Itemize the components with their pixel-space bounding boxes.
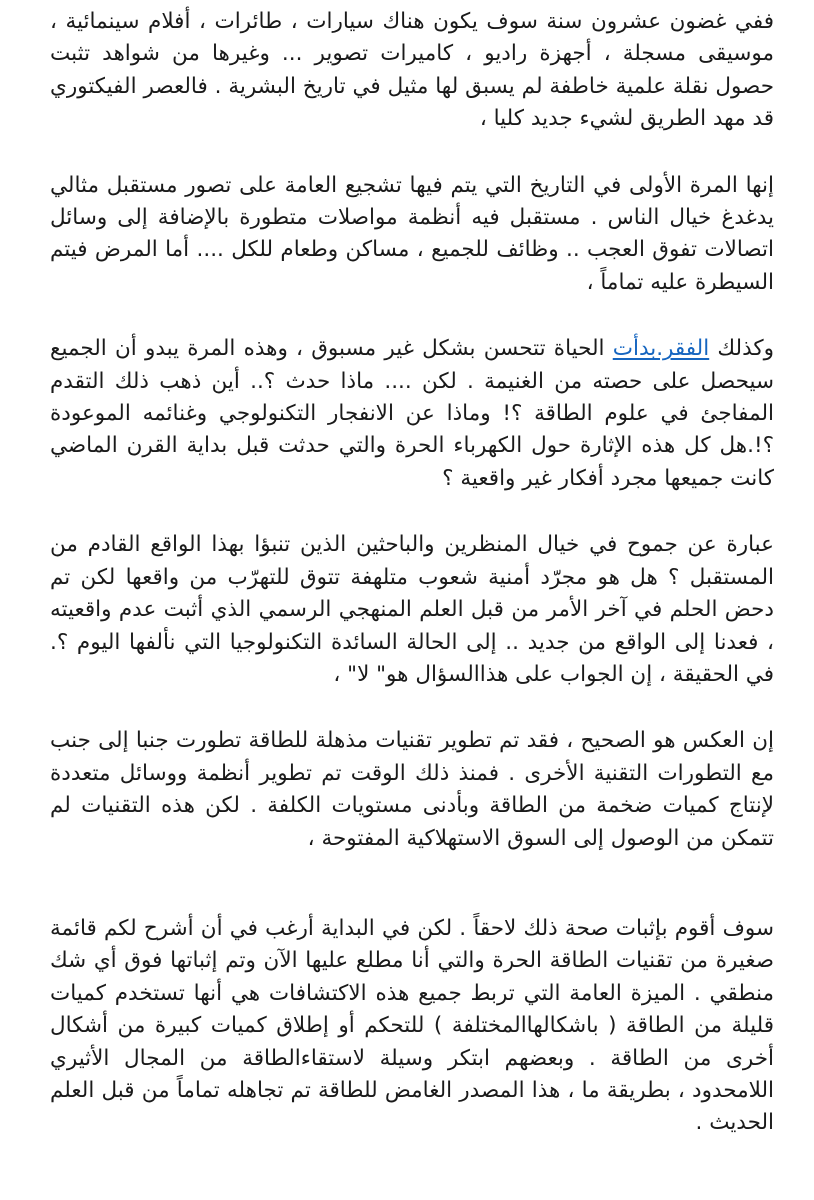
- paragraph-spacer: [50, 299, 774, 333]
- paragraph-3: [50, 333, 774, 495]
- paragraph-3-body: الحياة تتحسن بشكل غير مسبوق ، وهذه المرة يبدو أن الجميع سيحصل على حصته من الغنيمة . لكن .... ماذا حدث ؟.. أين ذهب ذلك التقدم المفاجئ في علوم الطاقة ؟! وماذا عن الانفجار التكنولوجي وغنائمه الموعودة ؟!.هل كل هذه الإثارة حول الكهرباء الحرة والتي حدثت قبل بداية القرن الماضي كانت جميعها مجرد أفكار غير واقعية ؟: [50, 336, 774, 491]
- paragraph-5: إن العكس هو الصحيح ، فقد تم تطوير تقنيات مذهلة للطاقة تطورت جنبا إلى جنب مع التطورات التقنية الأخرى . فمنذ ذلك الوقت تم تطوير أنظمة ووسائل متعددة لإنتاج كميات ضخمة من الطاقة وبأدنى مستويات الكلفة . لكن هذه التقنيات لم تتمكن من الوصول إلى السوق الاستهلاكية المفتوحة ،: [50, 728, 774, 851]
- paragraph-3-lead: وكذلك: [717, 336, 774, 362]
- paragraph-spacer: [50, 495, 774, 529]
- paragraph-spacer: [50, 855, 774, 913]
- paragraph-spacer: [50, 691, 774, 725]
- paragraph-4: عبارة عن جموح في خيال المنظرين والباحثين الذين تنبؤا بهذا الواقع القادم من المستقبل ؟ هل هو مجرّد أمنية شعوب متلهفة تتوق للتهرّب من واقعها لكن تم دحض الحلم في آخر الأمر من قبل العلم المنهجي الرسمي الذي أثبت عدم واقعيته ، فعدنا إلى الواقع من جديد .. إلى الحالة السائدة التكنولوجيا التي نألفها اليوم ؟. في الحقيقة ، إن الجواب على هذاالسؤال هو" لا" ،: [50, 532, 774, 687]
- paragraph-6: سوف أقوم بإثبات صحة ذلك لاحقاً . لكن في البداية أرغب في أن أشرح لكم قائمة صغيرة من تقنيات الطاقة الحرة والتي أنا مطلع عليها الآن وتم إثباتها فوق أي شك منطقي . الميزة العامة التي تربط جميع هذه الاكتشافات هي أنها تستخدم كميات قليلة من الطاقة ( باشكالهاالمختلفة ) للتحكم أو إطلاق كميات كبيرة من أشكال أخرى من الطاقة . وبعضهم ابتكر وسيلة لاستقاءالطاقة من المجال الأثيري اللامحدود ، بطريقة ما ، هذا المصدر الغامض للطاقة تم تجاهله تماماً من قبل العلم الحديث .: [50, 915, 774, 1136]
- paragraph-2: إنها المرة الأولى في التاريخ التي يتم فيها تشجيع العامة على تصور مستقبل مثالي يدغدغ خيال الناس . مستقبل فيه أنظمة مواصلات متطورة بالإضافة إلى وسائل اتصالات تفوق العجب .. وظائف للجميع ، مساكن وطعام للكل .... أما المرض فيتم السيطرة عليه تماماً ،: [50, 172, 774, 295]
- paragraph-1: ففي غضون عشرون سنة سوف يكون هناك سيارات ، طائرات ، أفلام سينمائية ، موسيقى مسجلة ، أجهزة راديو ، كاميرات تصوير ... وغيرها من شواهد تثبت حصول نقلة علمية خاطفة لم يسبق لها مثيل في تاريخ البشرية . فالعصر الفيكتوري قد مهد الطريق لشيء جديد كليا ،: [50, 9, 774, 132]
- paragraph-spacer: [50, 136, 774, 170]
- inline-link[interactable]: الفقر.بدأت: [612, 336, 710, 362]
